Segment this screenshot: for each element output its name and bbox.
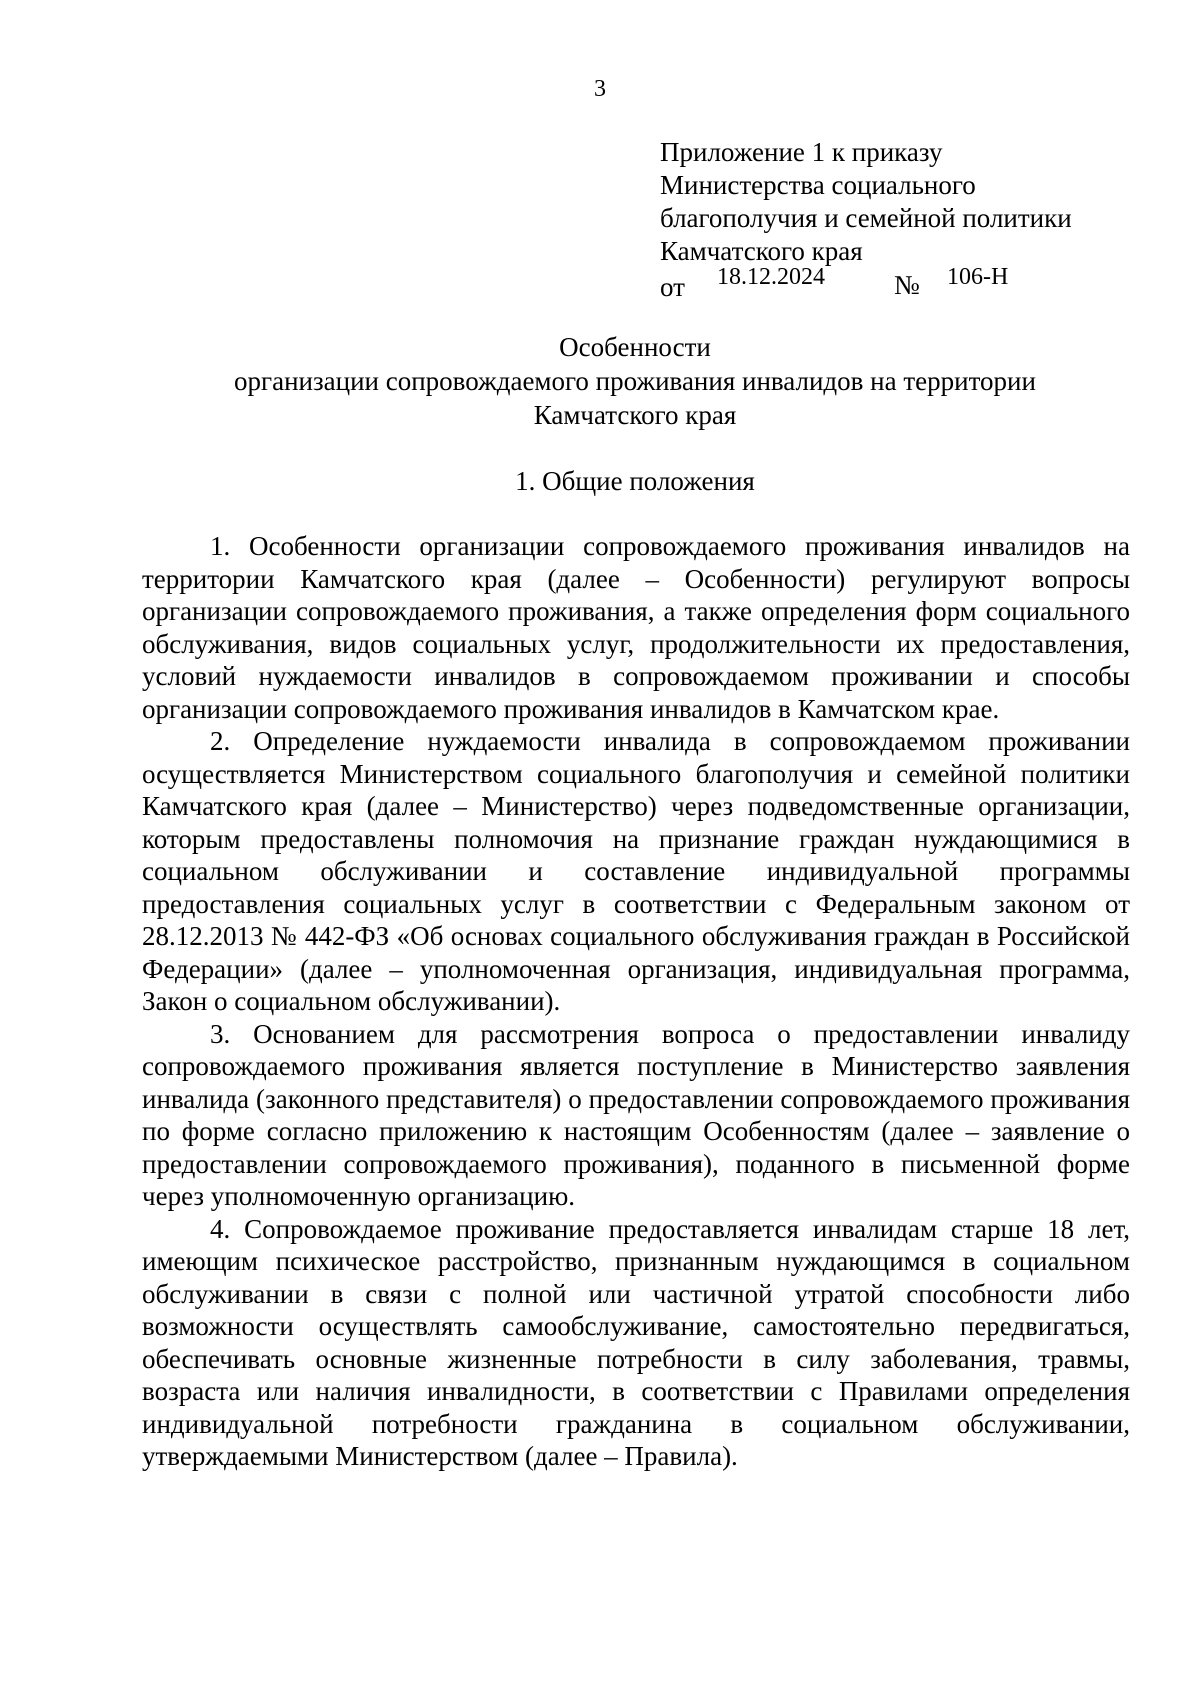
- appendix-line: благополучия и семейной политики: [660, 203, 1072, 233]
- title-line: организации сопровождаемого проживания инвалидов на территории: [234, 366, 1036, 396]
- appendix-header: [660, 136, 1160, 268]
- order-reference: [660, 264, 1080, 304]
- order-number: 106-Н: [947, 264, 1009, 290]
- order-number-sign: №: [894, 270, 920, 300]
- title-line: Особенности: [559, 332, 711, 362]
- document-body: [142, 530, 1130, 1473]
- paragraph-3: 3. Основанием для рассмотрения вопроса о предоставлении инвалиду сопровождаемого проживания является поступление в Министерство заявления инвалида (законного представителя) о предоставлении сопровождаемого проживания по форме согласно приложению к настоящим Особенностям (далее – заявление о предоставлении сопровождаемого проживания), поданного в письменной форме через уполномоченную организацию.: [142, 1018, 1130, 1211]
- order-date: 18.12.2024: [717, 264, 825, 290]
- title-line: Камчатского края: [533, 400, 737, 430]
- page-number: 3: [594, 76, 606, 102]
- paragraph-1: 1. Особенности организации сопровождаемого проживания инвалидов на территории Камчатского края (далее – Особенности) регулируют вопросы организации сопровождаемого проживания, а также определения форм социального обслуживания, видов социальных услуг, продолжительности их предоставления, условий нуждаемости инвалидов в сопровождаемом проживании и способы организации сопровождаемого проживания инвалидов в Камчатском крае.: [142, 531, 1130, 724]
- document-title: [140, 330, 1130, 432]
- appendix-line: Приложение 1 к приказу: [660, 137, 943, 167]
- section-heading: 1. Общие положения: [515, 466, 755, 496]
- paragraph-4: 4. Сопровождаемое проживание предоставляется инвалидам старше 18 лет, имеющим психическое расстройство, признанным нуждающимся в социальном обслуживании в связи с полной или частичной утратой способности либо возможности осуществлять самообслуживание, самостоятельно передвигаться, обеспечивать основные жизненные потребности в силу заболевания, травмы, возраста или наличия инвалидности, в соответствии с Правилами определения индивидуальной потребности гражданина в социальном обслуживании, утверждаемыми Министерством (далее – Правила).: [142, 1213, 1130, 1471]
- appendix-line: Министерства социального: [660, 170, 976, 200]
- appendix-line: Камчатского края: [660, 236, 863, 266]
- paragraph-2: 2. Определение нуждаемости инвалида в сопровождаемом проживании осуществляется Министерством социального благополучия и семейной политики Камчатского края (далее – Министерство) через подведомственные организации, которым предоставлены полномочия на признание граждан нуждающимися в социальном обслуживании и составление индивидуальной программы предоставления социальных услуг в соответствии с Федеральным законом от 28.12.2013 № 442-ФЗ «Об основах социального обслуживания граждан в Российской Федерации» (далее – уполномоченная организация, индивидуальная программа, Закон о социальном обслуживании).: [142, 726, 1130, 1016]
- order-from-label: от: [660, 272, 685, 302]
